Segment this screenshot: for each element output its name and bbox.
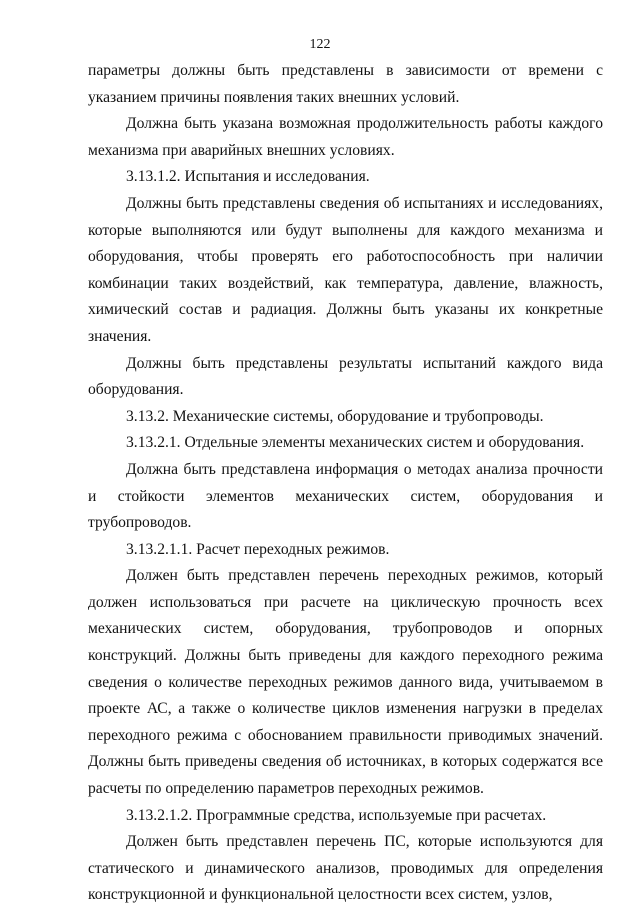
paragraph-4: Должны быть представлены сведения об испытаниях и исследованиях, которые выполняются или будут выполнены для каждого механизма и оборудования, чтобы проверять его работоспособность при наличии комбинации таких воздействий, как температура, давление, влажность, химический состав и радиация. Должны быть указаны их конкретные значения. — [88, 194, 603, 345]
paragraph-10: Должен быть представлен перечень переходных режимов, который должен использоваться при расчете на циклическую прочность всех механических систем, оборудования, трубопроводов и опорных конструкций. Должны быть приведены для каждого переходного режима сведения о количестве переходных режимов данного вида, учитываемом в проекте АС, а также о количестве циклов изменения нагрузки в пределах переходного режима с обоснованием правильности приводимых значений. Должны быть приведены сведения об источниках, в которых содержатся все расчеты по определению параметров переходных режимов. — [88, 567, 603, 798]
paragraph-5: Должны быть представлены результаты испытаний каждого вида оборудования. — [88, 354, 603, 399]
section-heading-3-13-1-2: 3.13.1.2. Испытания и исследования. — [126, 168, 370, 186]
paragraph-12: Должен быть представлен перечень ПС, которые используются для статического и динамического анализов, проводимых для определения конструкционной и функциональной целостности всех систем, узлов, — [88, 833, 603, 904]
section-heading-3-13-2: 3.13.2. Механические системы, оборудование и трубопроводы. — [126, 407, 544, 425]
body-text — [88, 58, 603, 909]
paragraph-2: Должна быть указана возможная продолжительность работы каждого механизма при аварийных внешних условиях. — [88, 115, 603, 159]
page-number: 122 — [309, 37, 331, 52]
section-heading-3-13-2-1: 3.13.2.1. Отдельные элементы механических систем и оборудования. — [126, 434, 585, 452]
section-heading-3-13-2-1-2: 3.13.2.1.2. Программные средства, используемые при расчетах. — [126, 806, 547, 824]
paragraph-8: Должна быть представлена информация о методах анализа прочности и стойкости элементов механических систем, оборудования и трубопроводов. — [88, 460, 603, 532]
section-heading-3-13-2-1-1: 3.13.2.1.1. Расчет переходных режимов. — [126, 540, 390, 558]
paragraph-1: параметры должны быть представлены в зависимости от времени с указанием причины появления таких внешних условий. — [88, 62, 603, 106]
